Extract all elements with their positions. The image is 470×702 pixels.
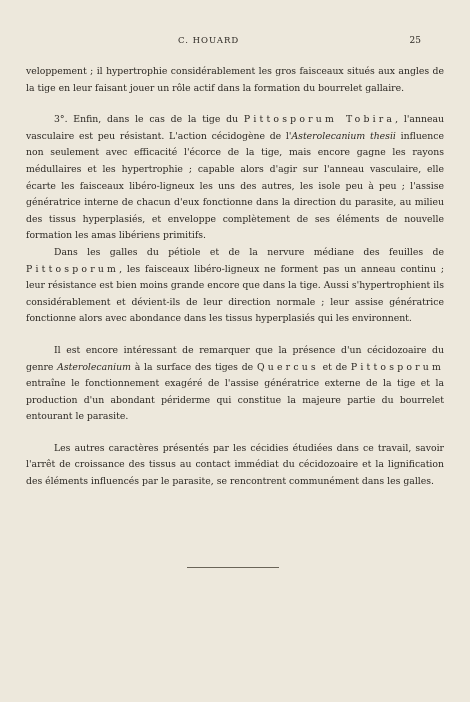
text-run: entraîne le fonctionnement exagéré de l'assise génératrice externe de la tige et la production d'un abondant périderme qui constitue la majeure partie du bourrelet entourant le parasite.: [26, 378, 444, 423]
taxon-name: Pittosporum Tobira: [243, 114, 396, 126]
closing-rule: [187, 567, 279, 568]
paragraph-4: [26, 343, 444, 426]
text-run: , l'anneau vasculaire est peu résistant. L'action cécidogène de l': [26, 114, 444, 142]
paragraph-3: [26, 245, 444, 328]
taxon-name: Pittosporum: [350, 361, 444, 373]
text-run: Il est encore intéressant de remarquer que la présence d'un cécidozoaire du genre: [26, 344, 444, 373]
page-header: [0, 36, 470, 50]
text-run: influence non seulement avec efficacité l'écorce de la tige, mais encore gagne les rayons médullaires et les hypertrophie ; capable alors d'agir sur l'anneau vasculaire, elle écarte les faisceaux libéro-ligneux les uns des autres, les isole peu à peu ; l'assise génératrice interne de chacun d'eux fonctionne dans la direction du parasite, au milieu des tissus hyperplasiés, et enveloppe complètement de ses éléments de nouvelle formation les amas libériens primitifs.: [26, 130, 445, 242]
text-run: à la surface des tiges de: [130, 361, 257, 373]
paragraph-5: Les autres caractères présentés par les cécidies étudiées dans ce travail, savoir l'arrêt de croissance des tissus au contact immédiat du cécidozoaire et la lignification des éléments influencés par le parasite, se rencontrent communément dans les galles.: [26, 442, 444, 488]
paragraph-1: veloppement ; il hypertrophie considérablement les gros faisceaux situés aux angles de la tige en leur faisant jouer un rôle actif dans la formation du bourrelet gallaire.: [26, 66, 444, 94]
text-run: 3°. Enfin, dans le cas de la tige du: [54, 114, 244, 126]
text-run: , les faisceaux libéro-ligneux ne forment pas un anneau continu ; leur résistance est bien moins grande encore que dans la tige. Aussi s'hypertrophient ils considérablement et dévient-ils de leur direction normale ; leur assise génératrice fonctionne alors avec abondance dans les tissus hyperplasiés qui les environnent.: [26, 263, 444, 325]
genus-name-italic: Asterolecanium: [57, 361, 131, 373]
body-text: [26, 64, 444, 491]
text-run: et de: [318, 361, 351, 373]
paragraph-2: [26, 112, 444, 245]
running-head: C. HOUARD: [178, 36, 240, 46]
taxon-name: Quercus: [256, 361, 319, 373]
taxon-name-italic: Asterolecanium thesii: [291, 130, 396, 142]
text-run: Dans les galles du pétiole et de la nervure médiane des feuilles de: [54, 246, 444, 258]
taxon-name: Pittosporum: [26, 263, 120, 275]
page-number: 25: [409, 36, 421, 46]
